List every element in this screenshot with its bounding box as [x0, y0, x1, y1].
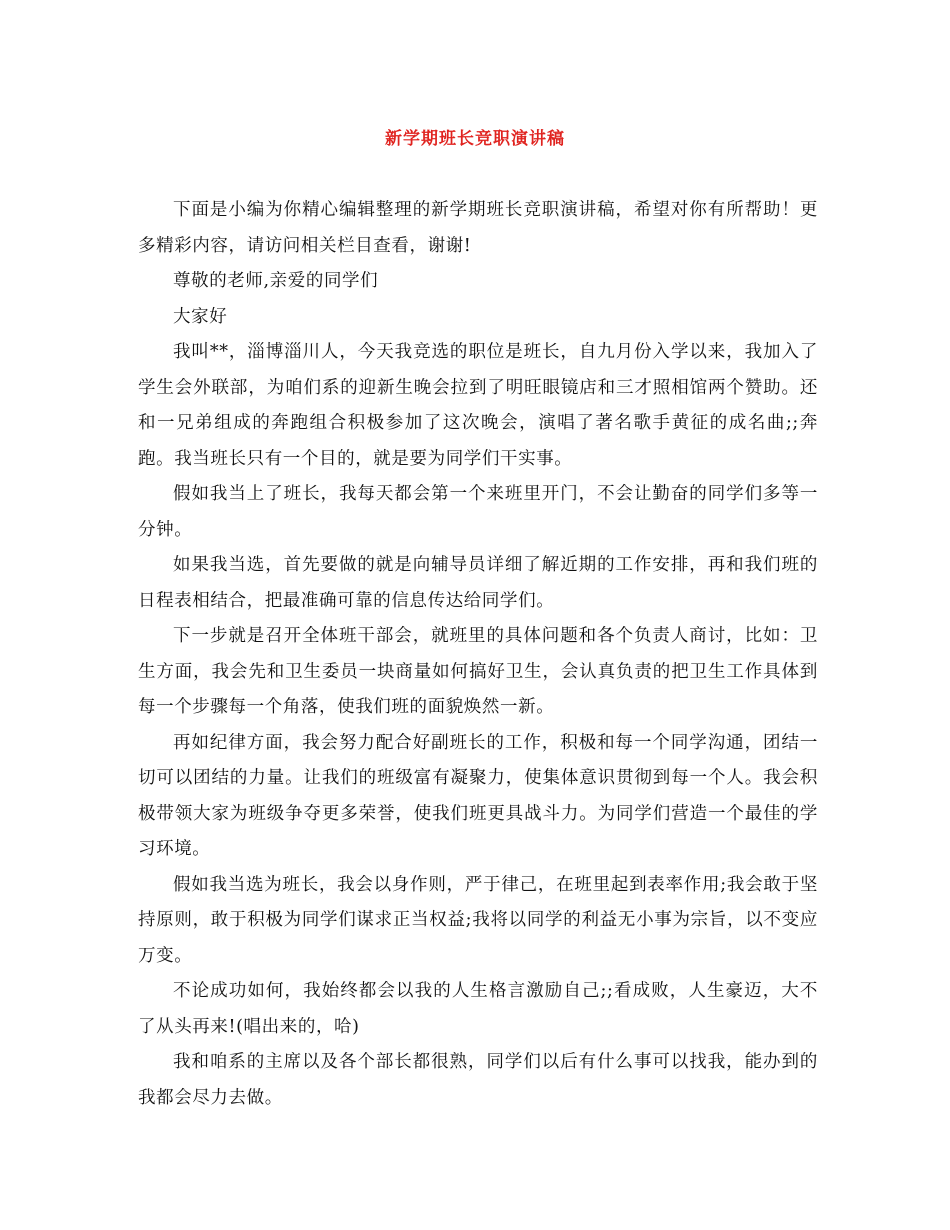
paragraph-intro: 下面是小编为你精心编辑整理的新学期班长竞职演讲稿，希望对你有所帮助！更多精彩内容，请访问相关栏目查看，谢谢!	[138, 200, 818, 256]
paragraph-first-step: 如果我当选，首先要做的就是向辅导员详细了解近期的工作安排，再和我们班的日程表相结合，把最准确可靠的信息传达给同学们。	[138, 555, 818, 611]
paragraph-next-step: 下一步就是召开全体班干部会，就班里的具体问题和各个负责人商讨，比如：卫生方面，我会先和卫生委员一块商量如何搞好卫生，会认真负责的把卫生工作具体到每一个步骤每一个角落，使我们班的面貌焕然一新。	[138, 626, 818, 717]
paragraph-motto: 不论成功如何，我始终都会以我的人生格言激励自己;;看成败，人生豪迈，大不了从头再来!(唱出来的，哈)	[138, 981, 818, 1037]
paragraph-principles: 假如我当选为班长，我会以身作则，严于律己，在班里起到表率作用;我会敢于坚持原则，敢于积极为同学们谋求正当权益;我将以同学的利益无小事为宗旨，以不变应万变。	[138, 874, 818, 966]
paragraph-open-door: 假如我当上了班长，我每天都会第一个来班里开门，不会让勤奋的同学们多等一分钟。	[138, 484, 818, 540]
paragraph-discipline: 再如纪律方面，我会努力配合好副班长的工作，积极和每一个同学沟通，团结一切可以团结的力量。让我们的班级富有凝聚力，使集体意识贯彻到每一个人。我会积极带领大家为班级争夺更多荣誉，使我们班更具战斗力。为同学们营造一个最佳的学习环境。	[138, 732, 818, 859]
document-title: 新学期班长竞职演讲稿	[385, 129, 565, 149]
paragraph-self-intro: 我叫**，淄博淄川人，今天我竞选的职位是班长，自九月份入学以来，我加入了学生会外联部，为咱们系的迎新生晚会拉到了明旺眼镜店和三才照相馆两个赞助。还和一兄弟组成的奔跑组合积极参加了这次晚会，演唱了著名歌手黄征的成名曲;;奔跑。我当班长只有一个目的，就是要为同学们干实事。	[138, 342, 818, 469]
paragraph-closing: 我和咱系的主席以及各个部长都很熟，同学们以后有什么事可以找我，能办到的我都会尽力去做。	[138, 1052, 818, 1108]
paragraph-greeting: 大家好	[173, 306, 228, 327]
paragraph-salutation: 尊敬的老师,亲爱的同学们	[173, 271, 379, 291]
document-body	[138, 193, 818, 1116]
